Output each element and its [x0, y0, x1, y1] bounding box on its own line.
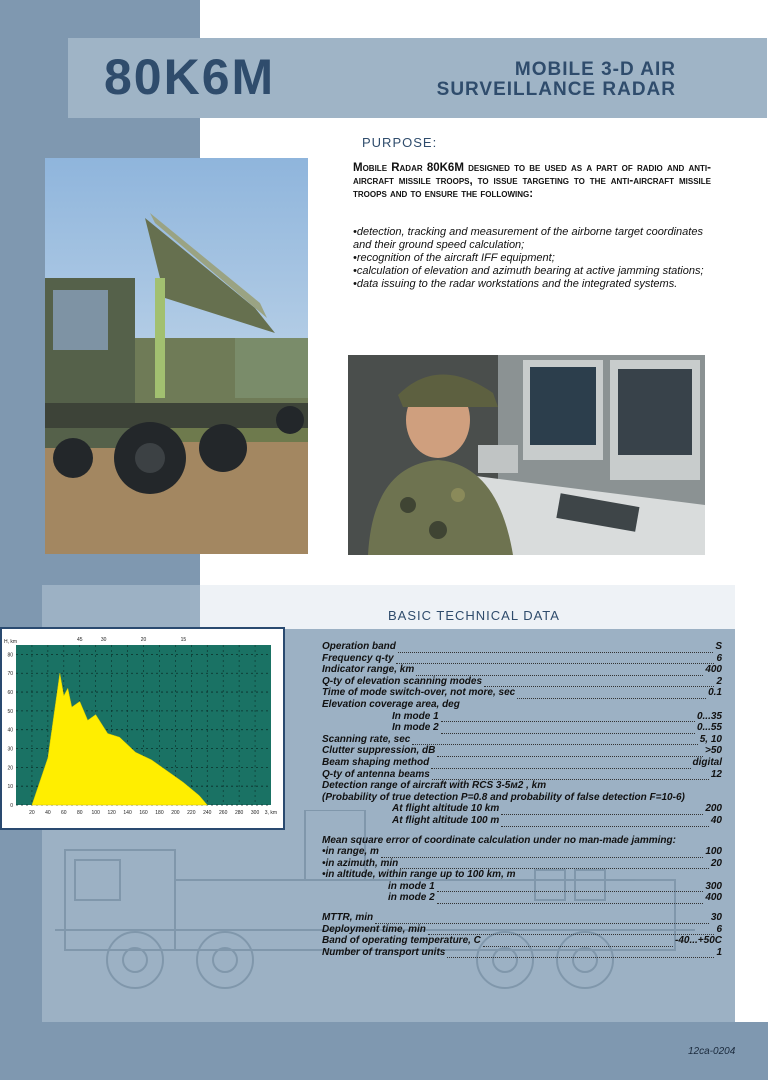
spec-label: •in azimuth, min [322, 857, 399, 869]
chart-x-tick-label: 140 [123, 810, 132, 816]
subtitle [437, 60, 676, 100]
chart-y-tick-label: 40 [7, 727, 13, 734]
spec-leader-dots [375, 915, 709, 924]
spec-value: S [715, 641, 722, 652]
spec-leader-dots [416, 667, 703, 676]
spec-leader-dots [501, 818, 709, 827]
chart-x-tick-label: 180 [155, 810, 164, 816]
spec-row [322, 745, 722, 757]
spec-row [322, 711, 722, 723]
purpose-heading: PURPOSE: [362, 135, 438, 150]
spec-value: 6 [716, 923, 722, 935]
spec-label: Q-ty of antenna beams [322, 768, 430, 780]
spec-label: Deployment time, min [322, 923, 426, 935]
spec-label: Scanning rate, sec [322, 733, 411, 745]
spec-label: At flight altitude 10 km [392, 803, 500, 815]
spec-leader-dots [484, 678, 714, 687]
chart-x-tick-label: 280 [234, 810, 244, 816]
purpose-item: •calculation of elevation and azimuth bearing at active jamming stations; [353, 265, 704, 277]
spec-label: (Probability of true detection P=0.8 and probability of false detection F=10-6) [322, 791, 685, 803]
spec-label: Beam shaping method [322, 756, 430, 768]
spec-value: 0...55 [696, 722, 722, 734]
spec-row [322, 803, 722, 815]
spec-leader-dots [437, 748, 703, 757]
spec-value: 30 [710, 912, 722, 924]
spec-leader-dots [483, 938, 673, 947]
spec-label: MTTR, min [322, 912, 374, 924]
spec-row [322, 792, 722, 804]
coverage-chart-frame [0, 627, 285, 830]
chart-x-tick-label: 60 [61, 810, 67, 816]
chart-y-tick-label: 10 [7, 784, 13, 791]
spec-gap [322, 904, 722, 912]
spec-label: Q-ty of elevation scanning modes [322, 675, 483, 687]
chart-top-tick-label: 15 [180, 637, 187, 643]
purpose-list [353, 226, 715, 291]
operator-workstation-photo [348, 355, 705, 555]
chart-x-tick-label: 220 [187, 810, 196, 816]
spec-label: Indicator range, km [322, 664, 415, 676]
chart-y-tick-label: 0 [10, 803, 13, 809]
chart-y-tick-label: 60 [7, 690, 13, 697]
spec-label: Elevation coverage area, deg [322, 698, 460, 710]
spec-label: Number of transport units [322, 946, 446, 958]
chart-x-tick-label: 20 [29, 810, 35, 816]
spec-label: Clutter suppression, dB [322, 745, 436, 757]
spec-value: 5, 10 [699, 733, 722, 745]
chart-x-tick-label: 80 [76, 810, 83, 816]
tech-spec-list [322, 641, 722, 958]
spec-row [322, 699, 722, 711]
radar-truck-photo [45, 158, 308, 554]
spec-label: in mode 1 [388, 880, 435, 892]
chart-x-tick-label: 200 [171, 810, 180, 816]
chart-y-tick-label: 80 [7, 652, 13, 659]
spec-leader-dots [517, 690, 706, 699]
spec-row [322, 846, 722, 858]
spec-value: >50 [705, 745, 722, 757]
spec-leader-dots [441, 713, 695, 722]
spec-row [322, 912, 722, 924]
spec-leader-dots [447, 949, 714, 958]
spec-value: 20 [710, 857, 722, 869]
spec-value: 1 [716, 946, 722, 958]
spec-label: At flight altitude 100 m [392, 814, 500, 826]
spec-row [322, 664, 722, 676]
subtitle-line-2: SURVEILLANCE RADAR [436, 79, 676, 100]
spec-leader-dots [400, 860, 709, 869]
coverage-chart [2, 629, 283, 828]
spec-leader-dots [398, 644, 713, 653]
purpose-intro: Mobile Radar 80K6M designed to be used as a part of radio and anti-aircraft missile troops, to issue targeting to the anti-aircraft missile troops and to ensure the following: [353, 162, 711, 200]
spec-value: 0...35 [696, 710, 722, 722]
spec-label: Detection range of aircraft with RCS 3-5м2 , km [322, 780, 547, 792]
chart-x-tick-label: 240 [203, 810, 212, 816]
chart-top-tick-label: 30 [100, 637, 107, 643]
spec-leader-dots [428, 926, 715, 935]
spec-leader-dots [396, 655, 715, 664]
spec-value: 300 [705, 880, 722, 892]
purpose-item: •detection, tracking and measurement of the airborne target coordinates and their ground speed calculation; [353, 226, 703, 251]
tech-heading: BASIC TECHNICAL DATA [388, 608, 560, 623]
chart-x-tick-label: 300 [250, 810, 260, 816]
spec-leader-dots [381, 849, 703, 858]
chart-y-tick-label: 30 [7, 746, 13, 753]
spec-label: Mean square error of coordinate calculation under no man-made jamming: [322, 834, 676, 846]
purpose-item: •recognition of the aircraft IFF equipment; [353, 252, 555, 264]
spec-label: in mode 2 [388, 892, 435, 904]
spec-leader-dots [412, 736, 697, 745]
chart-y-tick-label: 50 [7, 708, 13, 715]
spec-value: 400 [705, 664, 722, 676]
spec-value: 400 [705, 892, 722, 904]
chart-x-tick-label: 40 [45, 810, 51, 816]
spec-row [322, 769, 722, 781]
spec-value: 100 [705, 846, 722, 858]
spec-value: 0.1 [708, 687, 722, 699]
spec-leader-dots [431, 760, 690, 769]
spec-row [322, 676, 722, 688]
subtitle-line-1: MOBILE 3-D AIR [514, 59, 676, 80]
spec-label: Operation band [322, 641, 396, 652]
spec-gap [322, 827, 722, 835]
chart-top-tick-label: 45 [76, 637, 83, 643]
spec-row [322, 757, 722, 769]
spec-row [322, 815, 722, 827]
spec-row [322, 924, 722, 936]
spec-label: •in altitude, within range up to 100 km, m [322, 869, 516, 881]
spec-row [322, 835, 722, 847]
spec-value: digital [692, 756, 722, 768]
spec-label: In mode 1 [392, 710, 439, 722]
chart-y-axis-label: H, km [4, 639, 18, 645]
spec-row [322, 734, 722, 746]
chart-x-tick-label: 100 [91, 810, 100, 816]
document-code: 12ca-0204 [688, 1046, 736, 1057]
spec-label: Band of operating temperature, C [322, 935, 481, 947]
spec-leader-dots [437, 883, 704, 892]
spec-value: 6 [716, 652, 722, 664]
spec-label: In mode 2 [392, 722, 439, 734]
chart-x-tick-label: 160 [139, 810, 148, 816]
spec-label: Frequency q-ty [322, 652, 394, 664]
chart-x-tick-label: 260 [219, 810, 228, 816]
chart-x-tick-label: 120 [107, 810, 116, 816]
bottom-band [0, 1022, 768, 1080]
spec-leader-dots [432, 771, 709, 780]
spec-value: 2 [716, 675, 722, 687]
spec-value: 40 [710, 814, 722, 826]
spec-row [322, 687, 722, 699]
spec-leader-dots [501, 806, 703, 815]
model-title: 80K6M [104, 49, 276, 105]
chart-top-tick-label: 20 [140, 637, 147, 643]
spec-label: •in range, m [322, 846, 379, 858]
chart-x-unit-label: 3, km [264, 810, 277, 816]
spec-leader-dots [441, 725, 695, 734]
spec-label: Time of mode switch-over, not more, sec [322, 687, 516, 699]
spec-row [322, 947, 722, 959]
chart-y-tick-label: 20 [7, 765, 13, 772]
spec-row [322, 892, 722, 904]
spec-row [322, 935, 722, 947]
spec-row [322, 869, 722, 881]
spec-row [322, 858, 722, 870]
purpose-item: •data issuing to the radar workstations and the integrated systems. [353, 278, 678, 290]
spec-row [322, 881, 722, 893]
spec-row [322, 780, 722, 792]
spec-leader-dots [437, 895, 704, 904]
spec-value: 12 [710, 768, 722, 780]
spec-value: -40...+50C [675, 935, 722, 947]
spec-row [322, 641, 722, 653]
chart-y-tick-label: 70 [7, 671, 13, 678]
spec-row [322, 722, 722, 734]
spec-row [322, 653, 722, 665]
spec-value: 200 [705, 803, 722, 815]
